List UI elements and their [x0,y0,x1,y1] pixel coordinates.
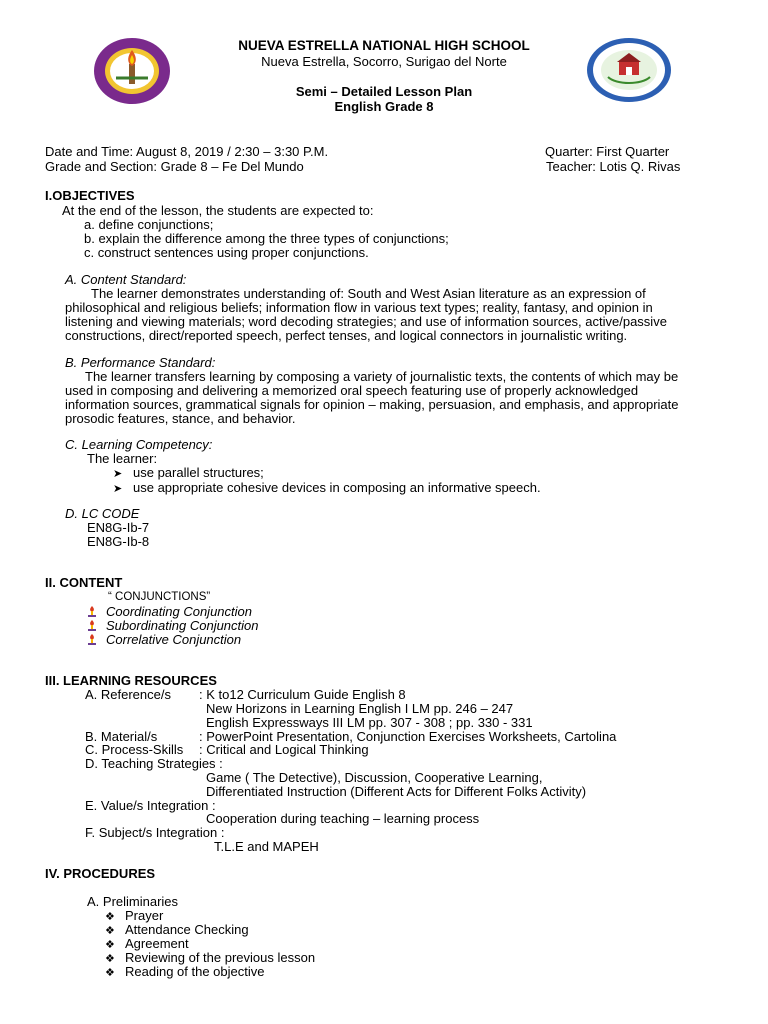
content-topic: “ CONJUNCTIONS” [108,591,211,603]
reference-value: : K to12 Curriculum Guide English 8 [199,687,406,702]
strategies-label: D. Teaching Strategies : [85,756,223,771]
values-label: E. Value/s Integration : [85,798,216,813]
preliminaries-label: A. Preliminaries [87,894,179,909]
performance-standard-label: B. Performance Standard: [65,355,216,370]
content-item: Coordinating Conjunction [86,605,252,619]
performance-standard-text: prosodic features, stance, and behavior. [65,411,296,426]
learning-competency-label: C. Learning Competency: [65,437,213,452]
lc-code: EN8G-Ib-7 [87,520,150,535]
content-standard-label: A. Content Standard: [65,272,187,287]
performance-standard-text: used in composing and delivering a memorized oral speech featuring use of properly acknowledged [65,383,639,398]
diamond-bullet-icon: ❖ [105,911,115,923]
preliminary-item: ❖ Reviewing of the previous lesson [105,950,316,965]
competency-item: ➤ use appropriate cohesive devices in composing an informative speech. [113,480,541,495]
objectives-intro: At the end of the lesson, the students are expected to: [62,203,374,218]
values-value: Cooperation during teaching – learning process [206,811,480,826]
preliminary-item: ❖ Prayer [105,908,164,923]
diamond-bullet-icon: ❖ [105,953,115,965]
performance-standard-text: The learner transfers learning by composing a variety of journalistic texts, the contents of which may be [85,369,679,384]
competency-item: ➤ use parallel structures; [113,465,264,480]
materials-label: B. Material/s [85,729,158,744]
learning-competency-intro: The learner: [87,451,158,466]
content-item: Subordinating Conjunction [86,619,259,633]
process-value: : Critical and Logical Thinking [199,742,369,757]
content-standard-text: The learner demonstrates understanding of: South and West Asian literature as an expression of [91,286,646,301]
school-name: NUEVA ESTRELLA NATIONAL HIGH SCHOOL [238,38,530,53]
subject-integration-value: T.L.E and MAPEH [214,839,319,854]
content-heading: II. CONTENT [45,575,123,590]
process-label: C. Process-Skills [85,742,184,757]
diamond-bullet-icon: ❖ [105,967,115,979]
flame-bullet-icon [86,619,98,631]
flame-bullet-icon [86,633,98,645]
plan-title: Semi – Detailed Lesson Plan [295,84,473,99]
diamond-bullet-icon: ❖ [105,939,115,951]
reference-value: English Expressways III LM pp. 307 - 308 ; pp. 330 - 331 [206,715,533,730]
preliminary-item: ❖ Agreement [105,936,189,951]
content-standard-text: listening and viewing materials; word decoding strategies; and use of information sources, active/passive [65,314,667,329]
lc-code: EN8G-Ib-8 [87,534,150,549]
arrowhead-bullet-icon: ➤ [113,468,123,480]
preliminary-item: ❖ Attendance Checking [105,922,249,937]
diamond-bullet-icon: ❖ [105,925,115,937]
resources-heading: III. LEARNING RESOURCES [45,673,217,688]
reference-value: New Horizons in Learning English I LM pp. 246 – 247 [206,701,514,716]
objectives-heading: I.OBJECTIVES [45,188,135,203]
date-time: Date and Time: August 8, 2019 / 2:30 – 3:30 P.M. [45,144,329,159]
school-address: Nueva Estrella, Socorro, Surigao del Norte [261,54,507,69]
teacher: Teacher: Lotis Q. Rivas [546,159,681,174]
performance-standard-text: information sources, grammatical signals for opinion – making, persuasion, and emphasis, and appropriate [65,397,679,412]
content-standard-text: constructions, direct/reported speech, perfect tenses, and logical connectors in journalistic writing. [65,328,628,343]
subject-title: English Grade 8 [334,99,434,114]
arrowhead-bullet-icon: ➤ [113,483,123,495]
reference-label: A. Reference/s [85,687,171,702]
objective-item: b. explain the difference among the three types of conjunctions; [84,231,449,246]
lc-code-label: D. LC CODE [65,506,140,521]
procedures-heading: IV. PROCEDURES [45,866,156,881]
objective-item: c. construct sentences using proper conjunctions. [84,245,369,260]
strategies-value: Differentiated Instruction (Different Acts for Different Folks Activity) [206,784,587,799]
grade-section: Grade and Section: Grade 8 – Fe Del Mundo [45,159,304,174]
content-item: Correlative Conjunction [86,633,241,647]
subject-integration-label: F. Subject/s Integration : [85,825,225,840]
materials-value: : PowerPoint Presentation, Conjunction Exercises Worksheets, Cartolina [199,729,617,744]
quarter: Quarter: First Quarter [545,144,670,159]
preliminary-item: ❖ Reading of the objective [105,964,265,979]
flame-bullet-icon [86,605,98,617]
strategies-value: Game ( The Detective), Discussion, Cooperative Learning, [206,770,543,785]
content-standard-text: philosophical and religious beliefs; information flow in various text types; reality, fantasy, and opinion in [65,300,653,315]
objective-item: a. define conjunctions; [84,217,214,232]
